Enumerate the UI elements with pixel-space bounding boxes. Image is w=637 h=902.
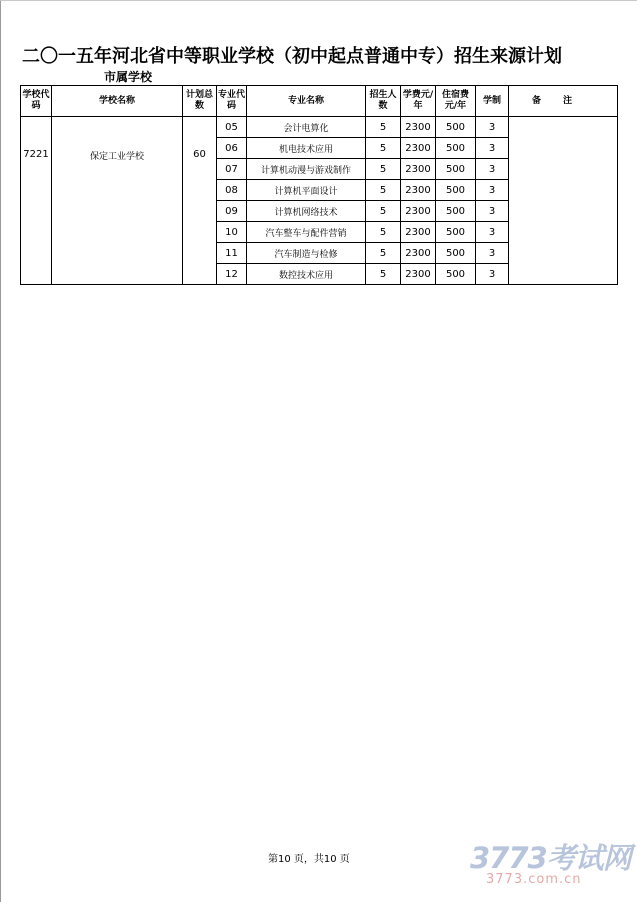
tuition-cell: 2300 bbox=[401, 159, 436, 180]
major-code-cell: 12 bbox=[217, 264, 247, 285]
page-border-left bbox=[0, 0, 1, 902]
tuition-cell: 2300 bbox=[401, 243, 436, 264]
major-code-cell: 05 bbox=[217, 117, 247, 138]
enroll-cell: 5 bbox=[366, 180, 401, 201]
enroll-cell: 5 bbox=[366, 159, 401, 180]
major-name-cell: 会计电算化 bbox=[247, 117, 366, 138]
major-name-cell: 机电技术应用 bbox=[247, 138, 366, 159]
dorm-cell: 500 bbox=[436, 159, 476, 180]
major-name-cell: 汽车制造与检修 bbox=[247, 243, 366, 264]
header-plan-total: 计划总数 bbox=[183, 86, 217, 117]
major-code-cell: 08 bbox=[217, 180, 247, 201]
major-name-cell: 汽车整车与配件营销 bbox=[247, 222, 366, 243]
document-title: 二〇一五年河北省中等职业学校（初中起点普通中专）招生来源计划 bbox=[22, 46, 562, 67]
dorm-cell: 500 bbox=[436, 117, 476, 138]
enroll-cell: 5 bbox=[366, 138, 401, 159]
major-name-cell: 计算机动漫与游戏制作 bbox=[247, 159, 366, 180]
dorm-cell: 500 bbox=[436, 264, 476, 285]
dorm-cell: 500 bbox=[436, 138, 476, 159]
tuition-cell: 2300 bbox=[401, 201, 436, 222]
table-row bbox=[21, 117, 618, 138]
years-cell: 3 bbox=[476, 243, 509, 264]
header-dorm-fee: 住宿费元/年 bbox=[436, 86, 476, 117]
years-cell: 3 bbox=[476, 117, 509, 138]
header-major-name: 专业名称 bbox=[247, 86, 366, 117]
major-code-cell: 07 bbox=[217, 159, 247, 180]
tuition-cell: 2300 bbox=[401, 222, 436, 243]
table-header-row bbox=[21, 86, 618, 117]
page-number: 第10 页，共10 页 bbox=[268, 854, 350, 865]
dorm-cell: 500 bbox=[436, 201, 476, 222]
tuition-cell: 2300 bbox=[401, 117, 436, 138]
plan-total-cell: 60 bbox=[183, 117, 217, 285]
header-major-code: 专业代码 bbox=[217, 86, 247, 117]
remarks-cell bbox=[509, 117, 618, 285]
major-name-cell: 计算机网络技术 bbox=[247, 201, 366, 222]
major-code-cell: 06 bbox=[217, 138, 247, 159]
watermark-url: 3773.com.cn bbox=[486, 872, 582, 887]
school-code-cell: 7221 bbox=[21, 117, 52, 285]
dorm-cell: 500 bbox=[436, 180, 476, 201]
dorm-cell: 500 bbox=[436, 222, 476, 243]
enroll-cell: 5 bbox=[366, 264, 401, 285]
watermark-brand: 3773考试网 bbox=[470, 841, 631, 875]
years-cell: 3 bbox=[476, 264, 509, 285]
dorm-cell: 500 bbox=[436, 243, 476, 264]
header-tuition: 学费元/年 bbox=[401, 86, 436, 117]
major-name-cell: 数控技术应用 bbox=[247, 264, 366, 285]
years-cell: 3 bbox=[476, 138, 509, 159]
years-cell: 3 bbox=[476, 180, 509, 201]
header-years: 学制 bbox=[476, 86, 509, 117]
major-name-cell: 计算机平面设计 bbox=[247, 180, 366, 201]
document-subtitle: 市属学校 bbox=[104, 70, 153, 84]
tuition-cell: 2300 bbox=[401, 180, 436, 201]
enrollment-plan-table bbox=[20, 85, 618, 285]
tuition-cell: 2300 bbox=[401, 264, 436, 285]
enroll-cell: 5 bbox=[366, 201, 401, 222]
major-code-cell: 11 bbox=[217, 243, 247, 264]
page-border-top bbox=[0, 0, 637, 1]
years-cell: 3 bbox=[476, 222, 509, 243]
enroll-cell: 5 bbox=[366, 117, 401, 138]
header-remarks: 备注 bbox=[509, 86, 618, 117]
header-school-name: 学校名称 bbox=[52, 86, 183, 117]
years-cell: 3 bbox=[476, 201, 509, 222]
header-school-code: 学校代码 bbox=[21, 86, 52, 117]
major-code-cell: 10 bbox=[217, 222, 247, 243]
tuition-cell: 2300 bbox=[401, 138, 436, 159]
enroll-cell: 5 bbox=[366, 222, 401, 243]
header-enroll-count: 招生人数 bbox=[366, 86, 401, 117]
years-cell: 3 bbox=[476, 159, 509, 180]
school-name-cell: 保定工业学校 bbox=[52, 117, 183, 285]
major-code-cell: 09 bbox=[217, 201, 247, 222]
enroll-cell: 5 bbox=[366, 243, 401, 264]
